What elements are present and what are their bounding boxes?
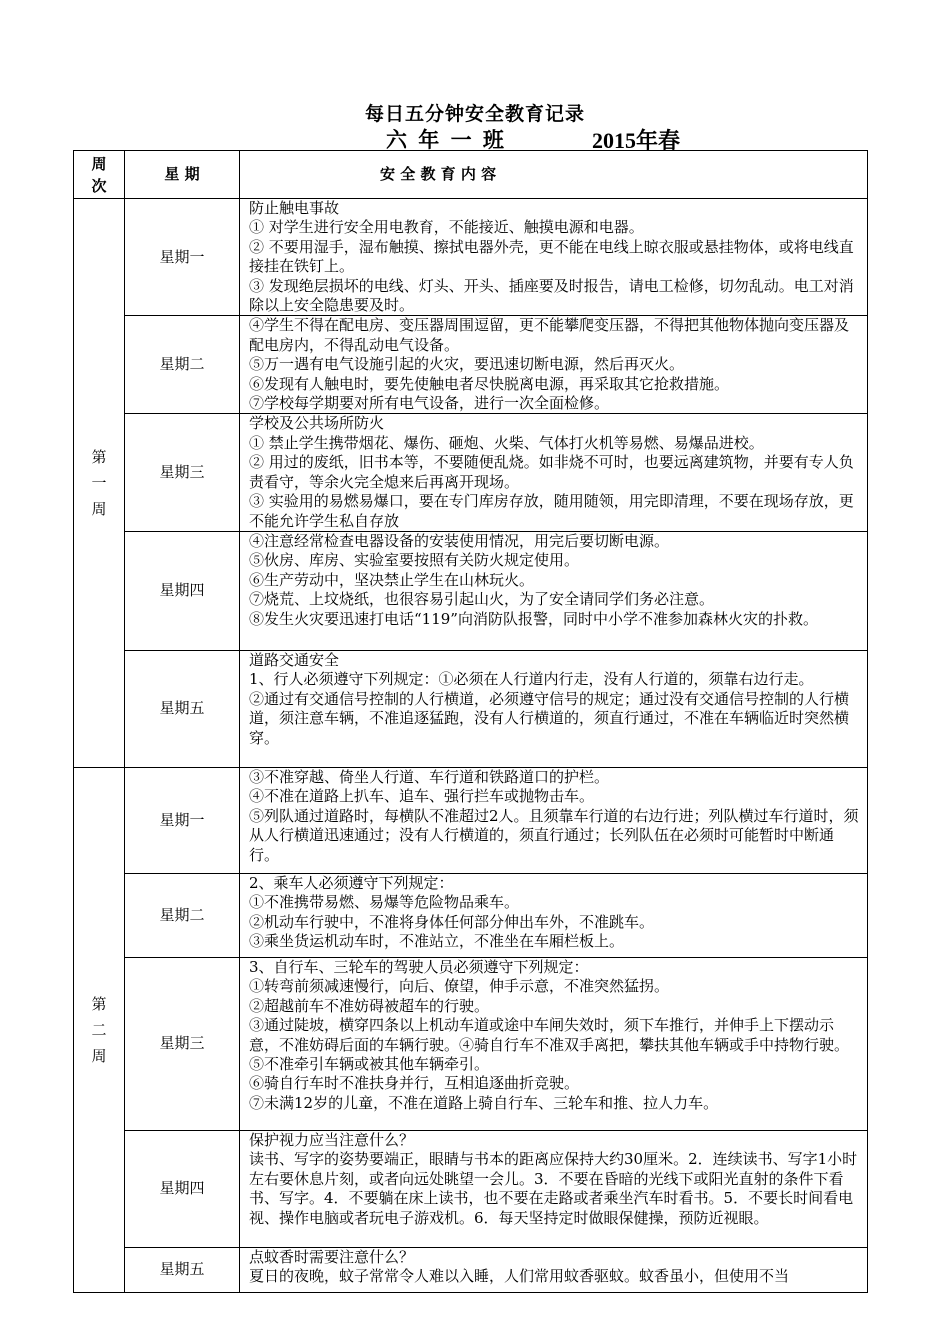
- lesson-line: ①不准携带易燃、易爆等危险物品乘车。: [249, 893, 520, 912]
- lesson-content: [240, 1247, 868, 1292]
- table-row: [74, 414, 868, 531]
- table-row: [74, 1130, 868, 1247]
- table-row: [74, 1247, 868, 1292]
- lesson-line: ④学生不得在配电房、变压器周围逗留，更不能攀爬变压器，不得把其他物体抛向变压器及配电房内，不得乱动电气设备。: [249, 316, 850, 354]
- lesson-line: ⑤列队通过道路时，每横队不准超过2人。且须靠车行道的右边行进；列队横过车行道时，须从人行横道迅速通过；没有人行横道的，须直行通过；长列队伍在必须时可能暂时中断通行。: [249, 806, 859, 864]
- lesson-line: ⑤万一遇有电气设施引起的火灾，要迅速切断电源，然后再灭火。: [249, 355, 685, 374]
- header-day: 星 期: [125, 151, 240, 199]
- header-content-label: 安 全 教 育 内 容: [380, 164, 497, 183]
- lesson-line: 点蚊香时需要注意什么？: [249, 1247, 415, 1266]
- document-subtitle: [0, 124, 950, 153]
- day-label: 星期三: [125, 414, 240, 531]
- table-row: [74, 199, 868, 316]
- week-label-char: 周: [91, 1046, 107, 1065]
- lesson-line: ③通过陡坡，横穿四条以上机动车道或途中车闸失效时，须下车推行，并伸手上下摆动示意，不准妨碍后面的车辆行驶。④骑自行车不准双手离把，攀扶其他车辆或手中持物行驶。 ⑤不准牵引车辆或被其他车辆牵引。: [249, 1016, 872, 1073]
- lesson-content: [240, 316, 868, 414]
- day-label: 星期五: [125, 650, 240, 767]
- lesson-line: ⑤伙房、库房、实验室要按照有关防火规定使用。: [249, 551, 580, 570]
- lesson-content: [240, 650, 868, 767]
- week-label-char: 第: [91, 994, 107, 1013]
- lesson-line: ②通过有交通信号控制的人行横道，必须遵守信号的规定；通过没有交通信号控制的人行横道，须注意车辆，不准追逐猛跑，没有人行横道的，须直行通过，不准在车辆临近时突然横穿。: [249, 689, 850, 747]
- day-label: 星期一: [125, 199, 240, 316]
- lesson-content: [240, 957, 872, 1130]
- header-week: [74, 151, 125, 199]
- lesson-line: ⑦烧荒、上坟烧纸，也很容易引起山火，为了安全请同学们务必注意。: [249, 590, 715, 609]
- lesson-line: ④注意经常检查电器设备的安装使用情况，用完后要切断电源。: [249, 531, 670, 550]
- lesson-line: 保护视力应当注意什么？: [249, 1130, 415, 1149]
- lesson-line: 学校及公共场所防火: [249, 414, 385, 433]
- lesson-line: ⑦学校每学期要对所有电气设备，进行一次全面检修。: [249, 394, 610, 413]
- document-title: 每日五分钟安全教育记录: [364, 103, 585, 125]
- lesson-line: ⑦未满12岁的儿童，不准在道路上骑自行车、三轮车和推、拉人力车。: [249, 1093, 719, 1112]
- lesson-line: ③ 实验用的易燃易爆口，要在专门库房存放，随用随领，用完即清理，不要在现场存放，更不能允许学生私自存放: [249, 492, 854, 530]
- lesson-line: ⑥生产劳动中，坚决禁止学生在山林玩火。: [249, 570, 535, 589]
- lesson-line: 防止触电事故: [249, 199, 340, 217]
- safety-education-table: [73, 150, 872, 1293]
- table-row: [74, 767, 868, 873]
- lesson-content: [240, 873, 868, 957]
- lesson-line: ③ 发现绝层损坏的电线、灯头、开头、插座要及时报告，请电工检修，切勿乱动。电工对消除以上安全隐患要及时。: [249, 276, 854, 315]
- table-row: [74, 957, 868, 1130]
- lesson-line: 3、自行车、三轮车的驾驶人员必须遵守下列规定：: [249, 957, 589, 976]
- lesson-line: ① 禁止学生携带烟花、爆伤、砸炮、火柴、气体打火机等易燃、易爆品进校。: [249, 433, 764, 452]
- lesson-content: [240, 531, 868, 650]
- lesson-line: ② 用过的废纸，旧书本等，不要随便乱烧。如非烧不可时，也要远离建筑物，并要有专人负责看守，等余火完全熄来后再离开现场。: [249, 453, 854, 491]
- week-label-char: 第: [91, 447, 107, 466]
- day-label: 星期四: [125, 531, 240, 650]
- day-label: 星期五: [125, 1247, 240, 1292]
- week-label-char: 一: [91, 473, 107, 492]
- lesson-line: ⑥骑自行车时不准扶身并行，互相追逐曲折竞驶。: [249, 1074, 580, 1093]
- header-week-label: 周次: [91, 154, 107, 195]
- week-label-char: 二: [91, 1020, 107, 1039]
- lesson-content: [240, 414, 868, 531]
- lesson-line: ②超越前车不准妨碍被超车的行驶。: [249, 996, 490, 1015]
- lesson-line: ③不准穿越、倚坐人行道、车行道和铁路道口的护栏。: [249, 767, 610, 786]
- lesson-line: ④不准在道路上扒车、追车、强行拦车或抛物击车。: [249, 787, 595, 806]
- lesson-line: ⑥发现有人触电时，要先使触电者尽快脱离电源，再采取其它抢救措施。: [249, 374, 730, 393]
- week-label-char: 周: [91, 499, 107, 518]
- day-label: 星期三: [125, 957, 240, 1130]
- day-label: 星期四: [125, 1130, 240, 1247]
- lesson-content: [240, 1130, 868, 1247]
- week-label-cell: [74, 767, 125, 1292]
- table-row: [74, 316, 868, 414]
- lesson-line: ① 对学生进行安全用电教育，不能接近、触摸电源和电器。: [249, 218, 644, 237]
- lesson-line: 道路交通安全: [249, 650, 340, 669]
- school-term: 2015年春: [592, 128, 681, 153]
- day-label: 星期一: [125, 767, 240, 873]
- class-name: 六 年 一 班: [386, 128, 506, 152]
- table-row: [74, 650, 868, 767]
- day-label: 星期二: [125, 873, 240, 957]
- lesson-line: 读书、写字的姿势要端正，眼睛与书本的距离应保持大约30厘米。2．连续读书、写字1小时左右要休息片刻，或者向远处眺望一会儿。3．不要在昏暗的光线下或阳光直射的条件下看书、写字。4．不要躺在床上读书，也不要在走路或者乘坐汽车时看书。5．不要长时间看电视、操作电脑或者玩电子游戏机。6．每天坚持定时做眼保健操，预防近视眼。: [249, 1150, 858, 1227]
- lesson-line: ②机动车行驶中，不准将身体任何部分伸出车外，不准跳车。: [249, 912, 655, 931]
- table-row: [74, 873, 868, 957]
- lesson-line: 夏日的夜晚，蚊子常常令人难以入睡，人们常用蚊香驱蚊。蚊香虽小，但使用不当: [249, 1267, 790, 1286]
- header-content: [240, 151, 868, 199]
- table-row: [74, 531, 868, 650]
- lesson-content: [240, 199, 868, 316]
- day-label: 星期二: [125, 316, 240, 414]
- lesson-line: 2、乘车人必须遵守下列规定：: [249, 873, 454, 892]
- lesson-line: ② 不要用湿手，湿布触摸、擦拭电器外壳，更不能在电线上晾衣服或悬挂物体，或将电线直接挂在铁钉上。: [249, 237, 854, 276]
- table-header-row: [74, 151, 868, 199]
- lesson-line: 1、行人必须遵守下列规定：①必须在人行道内行走，没有人行道的，须靠右边行走。: [249, 670, 814, 689]
- lesson-line: ①转弯前须减速慢行，向后、僚望，伸手示意，不准突然猛拐。: [249, 977, 670, 996]
- lesson-content: [240, 767, 868, 873]
- lesson-line: ③乘坐货运机动车时，不准站立，不准坐在车厢栏板上。: [249, 932, 625, 951]
- week-label-cell: [74, 199, 125, 768]
- lesson-line: ⑧发生火灾要迅速打电话“119”向消防队报警，同时中小学不准参加森林火灾的扑救。: [249, 609, 818, 628]
